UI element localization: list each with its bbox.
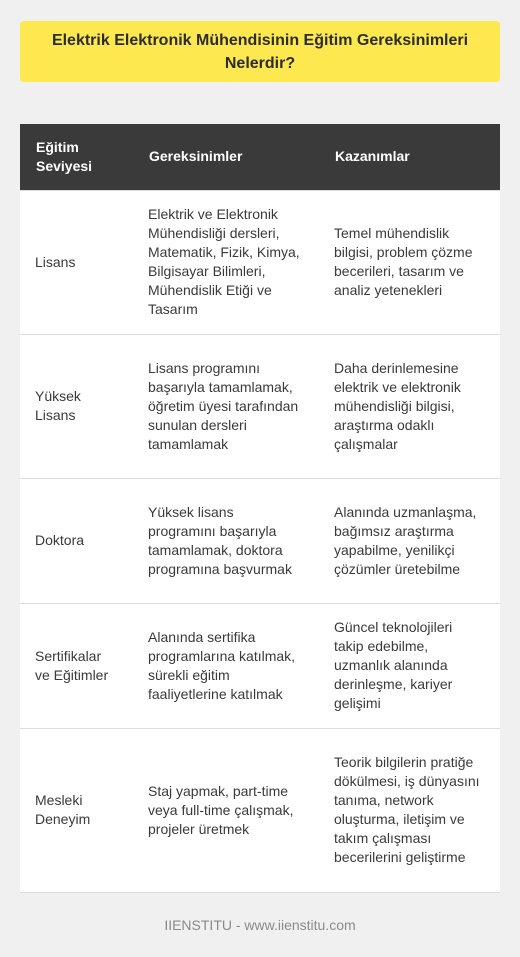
table-header-row: [20, 124, 500, 190]
cell-level: Yüksek Lisans: [20, 334, 133, 478]
cell-requirements: Lisans programını başarıyla tamamlamak, öğretim üyesi tarafından sunulan dersleri tamamlamak: [133, 334, 319, 478]
header-requirements: Gereksinimler: [133, 124, 319, 190]
footer-credit: IIENSTITU - www.iienstitu.com: [164, 917, 356, 933]
table-row: [20, 478, 500, 603]
education-table: [20, 124, 500, 893]
table-row: [20, 728, 500, 892]
cell-requirements: Elektrik ve Elektronik Mühendisliği dersleri, Matematik, Fizik, Kimya, Bilgisayar Bilimleri, Mühendislik Etiği ve Tasarım: [133, 190, 319, 334]
cell-level: Mesleki Deneyim: [20, 728, 133, 892]
title-banner: [20, 21, 500, 82]
cell-requirements: Alanında sertifika programlarına katılmak, sürekli eğitim faaliyetlerine katılmak: [133, 603, 319, 728]
header-gains: Kazanımlar: [319, 124, 500, 190]
cell-gains: Alanında uzmanlaşma, bağımsız araştırma yapabilme, yenilikçi çözümler üretebilme: [319, 478, 500, 603]
header-education-level: Eğitim Seviyesi: [20, 124, 133, 190]
cell-level: Sertifikalar ve Eğitimler: [20, 603, 133, 728]
cell-gains: Teorik bilgilerin pratiğe dökülmesi, iş dünyasını tanıma, network oluşturma, iletişim ve takım çalışması becerilerini geliştirme: [319, 728, 500, 892]
table-row: [20, 603, 500, 728]
page-title: Elektrik Elektronik Mühendisinin Eğitim Gereksinimleri Nelerdir?: [51, 31, 469, 72]
cell-gains: Güncel teknolojileri takip edebilme, uzmanlık alanında derinleşme, kariyer gelişimi: [319, 603, 500, 728]
cell-gains: Temel mühendislik bilgisi, problem çözme becerileri, tasarım ve analiz yetenekleri: [319, 190, 500, 334]
cell-level: Lisans: [20, 190, 133, 334]
cell-requirements: Staj yapmak, part-time veya full-time çalışmak, projeler üretmek: [133, 728, 319, 892]
table-row: [20, 334, 500, 478]
cell-gains: Daha derinlemesine elektrik ve elektronik mühendisliği bilgisi, araştırma odaklı çalışmalar: [319, 334, 500, 478]
cell-level: Doktora: [20, 478, 133, 603]
cell-requirements: Yüksek lisans programını başarıyla tamamlamak, doktora programına başvurmak: [133, 478, 319, 603]
table-row: [20, 190, 500, 334]
